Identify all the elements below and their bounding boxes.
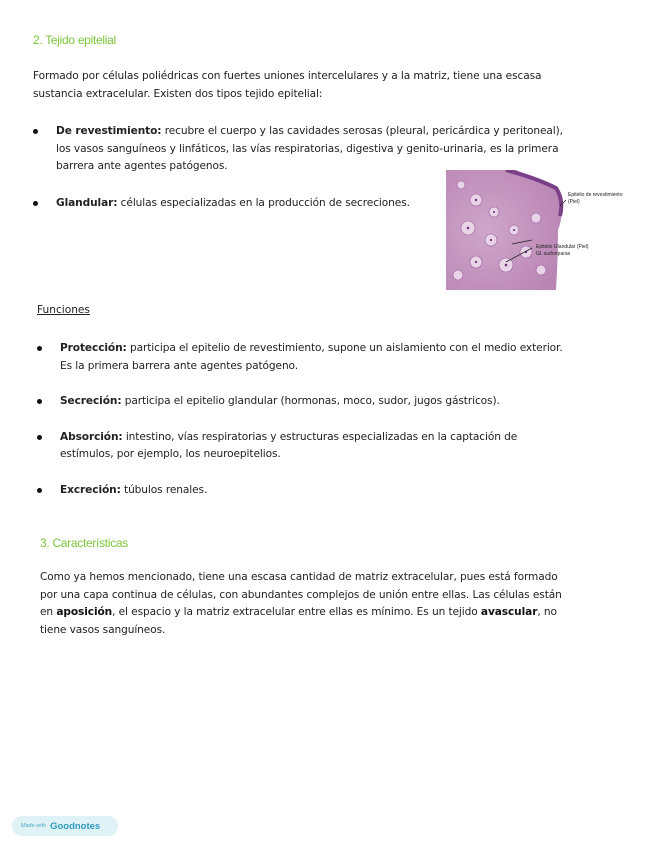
paragraph-line: por una capa continua de células, con abundantes complejos de unión entre ellas. Las células están (40, 588, 562, 601)
text: , el espacio y la matriz extracelular entre ellas es mínimo. Es un tejido (112, 606, 481, 618)
list-item-absorcion (60, 429, 620, 464)
bullet-icon (33, 129, 38, 134)
intro-line: Formado por células poliédricas con fuertes uniones intercelulares y a la matriz, tiene una escasa (33, 70, 542, 82)
list-item-proteccion (60, 340, 620, 375)
figure-label: Gl. sudoríparas (536, 251, 571, 257)
text: participa el epitelio de revestimiento, supone un aislamiento con el medio exterior. (129, 342, 563, 354)
text: intestino, vías respiratorias y estructuras especializadas en la captación de (125, 430, 518, 443)
text: barrera ante agentes patógenos. (56, 160, 228, 172)
goodnotes-logo-text: Goodnotes (50, 820, 101, 832)
bullet-icon (33, 201, 38, 206)
paragraph-line (40, 604, 620, 622)
term: Protección: (60, 342, 127, 354)
text: en (40, 606, 57, 618)
funciones-title: Funciones (37, 304, 90, 316)
bullet-icon (37, 346, 42, 351)
intro-line: sustancia extracelular. Existen dos tipos tejido epitelial: (33, 87, 323, 100)
intro-paragraph (33, 68, 613, 103)
term: Secreción: (60, 395, 122, 407)
histology-image (446, 170, 632, 290)
text: estímulos, por ejemplo, los neuroepitelios. (60, 448, 281, 460)
made-with-label: Made with (21, 823, 47, 829)
section-heading-tejido-epitelial: 2. Tejido epitelial (33, 33, 116, 47)
term: Absorción: (60, 430, 123, 443)
term-aposicion: aposición (56, 606, 113, 618)
text: Es la primera barrera ante agentes patógeno. (60, 359, 299, 372)
list-item-secrecion (60, 393, 620, 411)
term: Glandular: (56, 196, 118, 209)
goodnotes-badge[interactable] (12, 816, 118, 836)
bullet-icon (37, 435, 42, 440)
text: los vasos sanguíneos y linfáticos, las vías respiratorias, digestiva y genito-urinaria, es la primera (56, 142, 559, 155)
list-item-excrecion (60, 482, 620, 500)
section-heading-caracteristicas: 3. Características (40, 536, 128, 550)
text: participa el epitelio glandular (hormonas, moco, sudor, jugos gástricos). (124, 395, 500, 407)
term: De revestimiento: (56, 125, 162, 137)
text: recubre el cuerpo y las cavidades serosas (pleural, pericárdica y peritoneal), (164, 125, 563, 137)
bullet-icon (37, 399, 42, 404)
list-item-revestimiento (56, 123, 616, 176)
text: células especializadas en la producción de secreciones. (120, 196, 410, 209)
paragraph-line: tiene vasos sanguíneos. (40, 623, 166, 636)
caracteristicas-paragraph (40, 569, 620, 639)
figure-label: Epitelio Glandular (Piel) (536, 244, 589, 250)
paragraph-line: Como ya hemos mencionado, tiene una escasa cantidad de matriz extracelular, pues está formado (40, 571, 558, 583)
text: , no (537, 606, 557, 618)
figure-label: Epitelio de revestimiento (568, 192, 623, 198)
bullet-icon (37, 488, 42, 493)
text: túbulos renales. (124, 483, 208, 496)
functions-list (60, 340, 620, 499)
figure-label: (Piel) (568, 199, 580, 205)
term: Excreción: (60, 483, 121, 496)
term-avascular: avascular (480, 606, 538, 618)
